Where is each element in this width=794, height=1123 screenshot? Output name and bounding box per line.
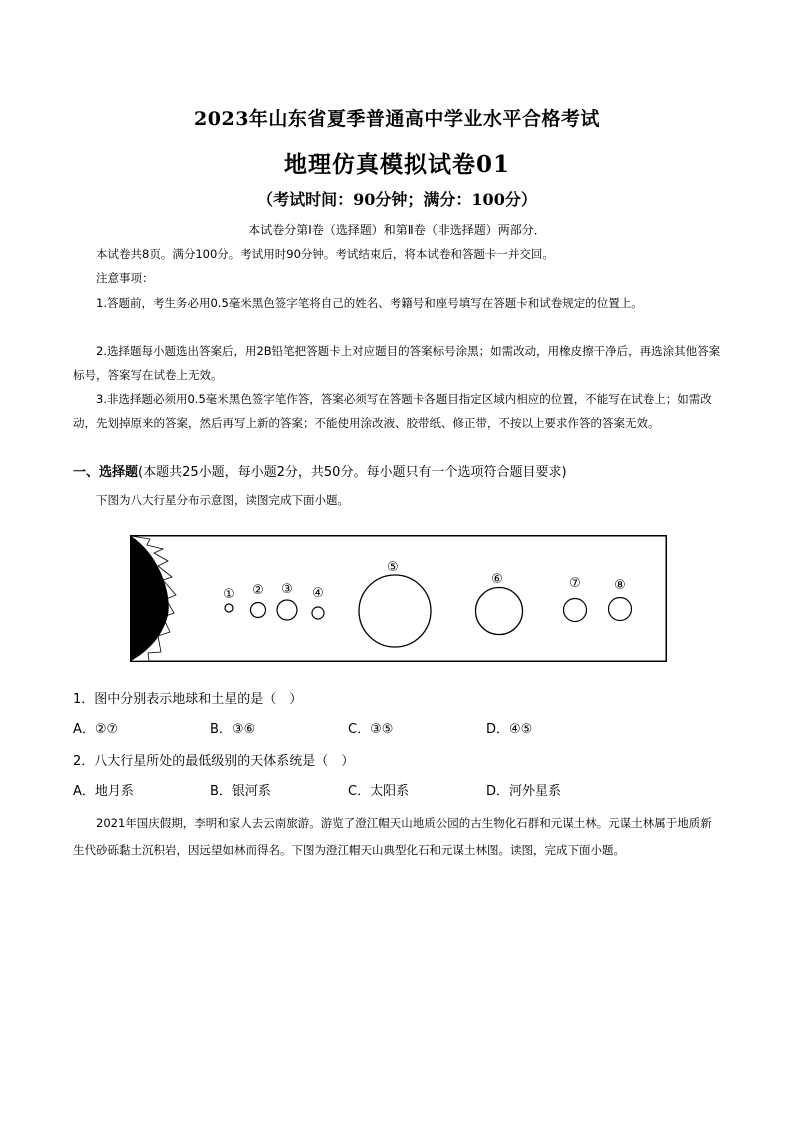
planet-label-8: ⑧ <box>614 578 626 593</box>
planet-5 <box>359 575 431 647</box>
instruction-heading: 注意事项： <box>96 271 154 285</box>
exam-info: （考试时间：90分钟；满分：100分） <box>257 190 537 209</box>
planet-label-4: ④ <box>312 586 324 601</box>
instruction-item1: 1.答题前，考生务必用0.5毫米黑色签字笔将自己的姓名、考籍号和座号填写在答题卡和试卷规定的位置上。 <box>96 296 643 310</box>
reading-passage: 2021年国庆假期，李明和家人去云南旅游。游览了澄江帽天山地质公园的古生物化石群和元谋土林。元谋土林属于地质新生代砂砾黏土沉积岩，因远望如林而得名。下图为澄江帽天山典型化石和元谋土林图。读图，完成下面小题。 <box>73 816 712 857</box>
planet-3 <box>277 600 297 620</box>
planet-7 <box>564 599 587 622</box>
question-1-option-d[interactable]: D．④⑤ <box>486 722 533 737</box>
planet-label-1: ① <box>223 587 235 602</box>
exam-title: 2023年山东省夏季普通高中学业水平合格考试 <box>194 108 600 130</box>
planet-2 <box>251 603 266 618</box>
question-2-stem: 2．八大行星所处的最低级别的天体系统是（ ） <box>73 754 355 769</box>
planet-label-5: ⑤ <box>387 560 399 575</box>
planet-label-7: ⑦ <box>569 576 581 591</box>
planet-diagram <box>130 535 667 662</box>
planet-4 <box>312 607 324 619</box>
section-heading <box>73 461 567 480</box>
instruction-item2: 2.选择题每小题选出答案后，用2B铅笔把答题卡上对应题目的答案标号涂黑；如需改动，用橡皮擦干净后，再选涂其他答案标号，答案写在试卷上无效。 <box>73 344 721 382</box>
question-1-stem: 1．图中分别表示地球和土星的是（ ） <box>73 692 303 707</box>
planet-label-2: ② <box>252 583 264 598</box>
planet-label-3: ③ <box>281 582 293 597</box>
question-1-option-c[interactable]: C．③⑤ <box>348 722 394 737</box>
question-1-option-a[interactable]: A．②⑦ <box>73 722 119 737</box>
question-2-option-b[interactable]: B．银河系 <box>210 784 271 799</box>
planet-label-6: ⑥ <box>491 572 503 587</box>
question-1-option-b[interactable]: B．③⑥ <box>210 722 256 737</box>
question-2-option-d[interactable]: D．河外星系 <box>486 784 562 799</box>
paper-title: 地理仿真模拟试卷01 <box>283 151 510 178</box>
figure-intro: 下图为八大行星分布示意图，读图完成下面小题。 <box>96 493 349 507</box>
section-note: (本题共25小题，每小题2分，共50分。每小题只有一个选项符合题目要求) <box>138 465 567 480</box>
planet-6 <box>476 588 523 635</box>
planet-8 <box>609 598 632 621</box>
instruction-line1: 本试卷共8页。满分100分。考试用时90分钟。考试结束后，将本试卷和答题卡一并交回。 <box>96 247 554 261</box>
question-2-option-a[interactable]: A．地月系 <box>73 784 134 799</box>
instruction-item3: 3.非选择题必须用0.5毫米黑色签字笔作答，答案必须写在答题卡各题目指定区域内相应的位置，不能写在试卷上；如需改动，先划掉原来的答案，然后再写上新的答案；不能使用涂改液、胶带纸、修正带，不按以上要求作答的答案无效。 <box>73 392 712 430</box>
planet-diagram-svg <box>130 535 667 662</box>
question-2-option-c[interactable]: C．太阳系 <box>348 784 410 799</box>
section-title: 一、选择题 <box>73 465 139 480</box>
intro-line: 本试卷分第Ⅰ卷（选择题）和第Ⅱ卷（非选择题）两部分． <box>248 223 546 237</box>
planet-1 <box>225 604 233 612</box>
